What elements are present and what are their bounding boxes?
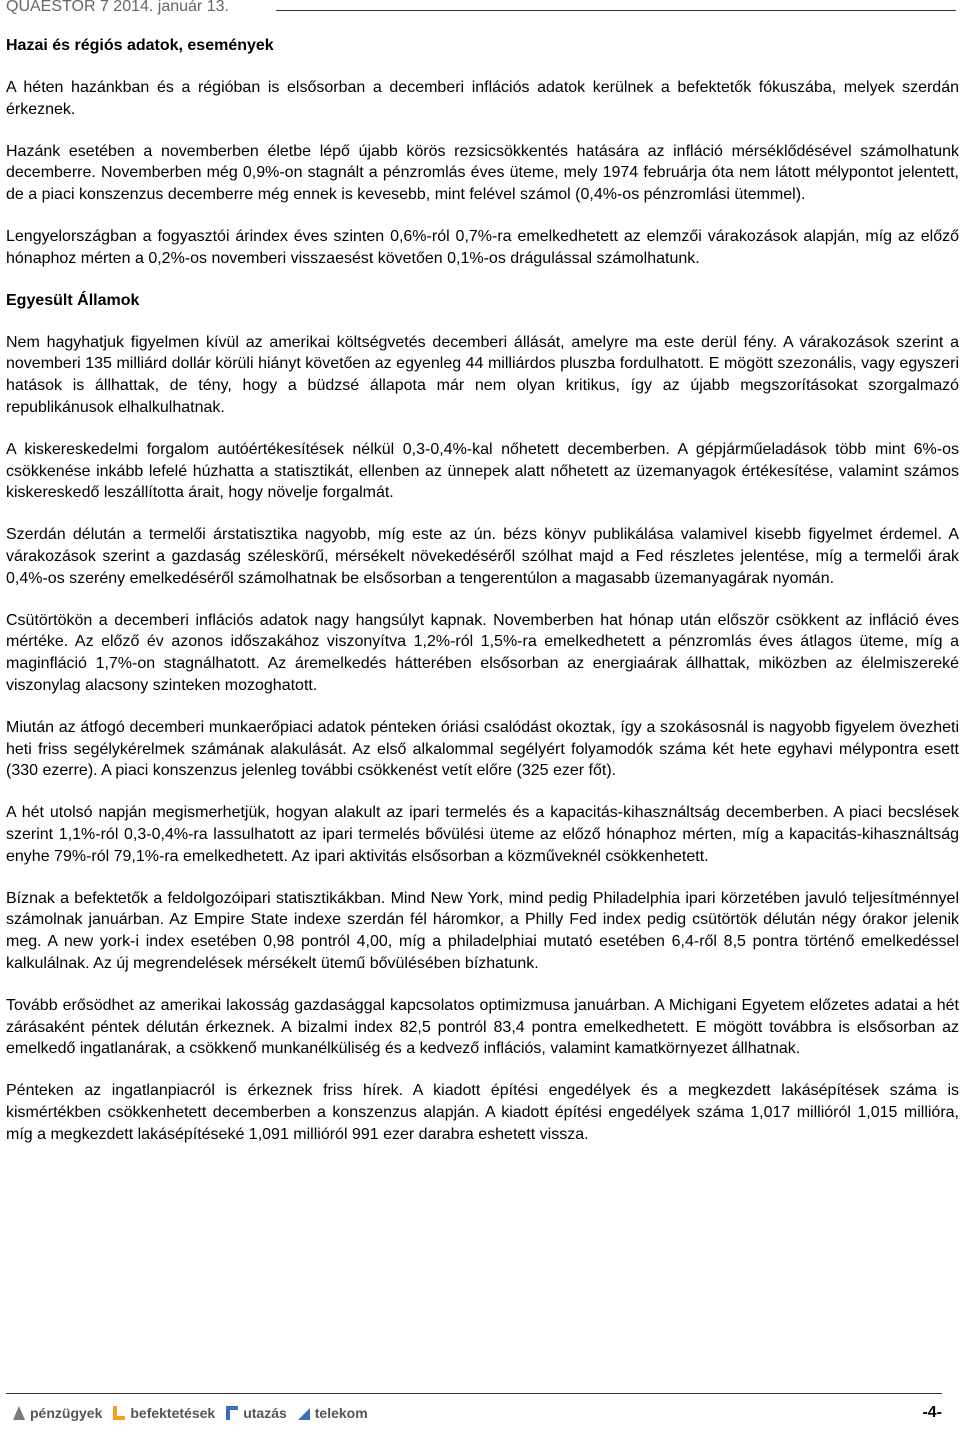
paragraph: Hazánk esetében a novemberben életbe lépő újabb körös rezsicsökkentés hatására az infláció mérséklődésével számolhatunk decemberre. Novemberben még 0,9%-on stagnált a pénzromlás éves üteme, mely 1974 februárja óta nem látott mélypontot jelentett, de a piaci konszenzus decemberre még ennek is kevesebb, mint felével számol (0,4%-os pénzromlási ütemmel). — [6, 142, 959, 204]
paragraph: A héten hazánkban és a régióban is elsősorban a decemberi inflációs adatok kerülnek a befektetők fókuszába, melyek szerdán érkeznek. — [6, 79, 959, 118]
section-title-usa: Egyesült Államok — [6, 291, 140, 309]
paragraph: Tovább erősödhet az amerikai lakosság gazdasággal kapcsolatos optimizmusa januárban. A Michigani Egyetem előzetes adatai a hét zárásaként péntek délután érkeznek. A bizalmi index 82,5 pontról 83,4 pontra emelkedhetett. E mögött továbbra is elsősorban az emelkedő ingatlanárak, a csökkenő munkanélküliség és a kedvező inflációs, valamint kamatkörnyezet állhatnak. — [6, 996, 959, 1058]
paragraph: Bíznak a befektetők a feldolgozóipari statisztikákban. Mind New York, mind pedig Philadelphia ipari körzetében javuló teljesítménnyel számolnak januárban. Az Empire State indexe szerdán fél háromkor, a Philly Fed index pedig csütörtök délután négy órakor jelenik meg. A new york-i index esetében 0,98 pontról 4,00, míg a philadelphiai mutató esetében 6,4-ről 8,5 pontra történő emelkedéssel kalkulálnak. Az új megrendelések mérsékelt ütemű bővülésében bízhatunk. — [6, 889, 959, 972]
footer-item-befektetesek: befektetések — [130, 1405, 216, 1421]
paragraph: Csütörtökön a decemberi inflációs adatok nagy hangsúlyt kapnak. Novemberben hat hónap után először csökkent az infláció éves mértéke. Az előző év azonos időszakához viszonyítva 1,2%-ról 1,5%-ra emelkedhetett a pénzromlás éves átlagos üteme, míg a maginfláció 1,7%-on stagnálhatott. Az áremelkedés hátterében elsősorban az energiaárak állhattak, miközben az élelmiszereké viszonylag alacsony szinteken mozoghatott. — [6, 611, 959, 694]
page-footer — [6, 1393, 942, 1425]
page-number: -4- — [922, 1404, 942, 1421]
paragraph: A kiskereskedelmi forgalom autóértékesítések nélkül 0,3-0,4%-kal nőhetett decemberben. A gépjárműeladások több mint 6%-os csökkenése inkább lefelé húzhatta a statisztikát, ellenben az ünnepek alatt nőhetett az üzemanyagok értékesítése, valamint számos kiskereskedő leszállította árait, hogy növelje forgalmát. — [6, 440, 959, 502]
footer-rule — [6, 1393, 942, 1394]
document-body — [6, 35, 959, 1165]
section-title-hazai: Hazai és régiós adatok, események — [6, 37, 274, 54]
header-text: QUAESTOR 7 2014. január 13. — [6, 0, 229, 15]
footer-item-telekom: telekom — [314, 1405, 368, 1421]
investment-mark-icon — [111, 1404, 127, 1422]
paragraph: Szerdán délután a termelői árstatisztika nagyobb, míg este az ún. bézs könyv publikálása valamivel kisebb figyelmet érdemel. A várakozások szerint a gazdaság széleskörű, mérsékelt növekedéséről szólhat majd a Fed részletes jelentése, míg a termelői árak 0,4%-os szerény emelkedéséről számolhatnak be elsősorban a tengerentúlon a magasabb üzemanyagárak nyomán. — [6, 526, 959, 587]
paragraph: Lengyelországban a fogyasztói árindex éves szinten 0,6%-ról 0,7%-ra emelkedhetett az elemzői várakozások alapján, míg az előző hónaphoz mérten a 0,2%-os novemberi visszaesést követően 0,1%-os drágulással számolhatunk. — [6, 227, 959, 267]
footer-item-penzugyek: pénzügyek — [30, 1405, 103, 1421]
footer-item-utazas: utazás — [243, 1405, 287, 1421]
travel-mark-icon — [224, 1404, 240, 1422]
paragraph: A hét utolsó napján megismerhetjük, hogyan alakult az ipari termelés és a kapacitás-kihasználtság decemberben. A piaci becslések szerint 1,1%-ról 0,3-0,4%-ra lassulhatott az ipari termelés bővülési üteme az előző hónaphoz mérten, míg a kapacitás-kihasználtság enyhe 79%-ról 79,1%-ra emelkedhetett. Az ipari aktivitás elsősorban a közműveknél csökkenhetett. — [6, 804, 959, 865]
footer-logo-strip — [8, 1404, 374, 1422]
money-mark-icon — [11, 1404, 27, 1422]
telecom-mark-icon — [296, 1404, 312, 1422]
paragraph: Nem hagyhatjuk figyelmen kívül az amerikai költségvetés decemberi állását, amelyre ma este derül fény. A várakozások szerint a novemberi 135 milliárd dollár körüli hiányt követően az egyenleg 44 milliárdos pluszba fordulhatott. E mögött szezonális, vagy egyszeri hatások is állhattak, de tény, hogy a büdzsé állapota már nem olyan kritikus, így az újabb megszorításokat szorgalmazó republikánusok elhalkulhatnak. — [6, 333, 959, 416]
paragraph: Pénteken az ingatlanpiacról is érkeznek friss hírek. A kiadott építési engedélyek és a megkezdett lakásépítések száma is kismértékben csökkenhetett decemberben a konszenzus alapján. A kiadott építési engedélyek száma 1,017 millióról 1,015 millióra, míg a megkezdett lakásépítéseké 1,091 millióról 991 ezer darabra eshetett vissza. — [6, 1082, 959, 1143]
page-header — [6, 0, 956, 20]
paragraph: Miután az átfogó decemberi munkaerőpiaci adatok pénteken óriási csalódást okoztak, így a szokásosnál is nagyobb figyelem övezheti heti friss segélykérelmek számának alakulását. Az első alkalommal segélyért folyamodók száma két hete egyhavi mélypontra esett (330 ezerre). A piaci konszenzus jelenleg további csökkenést vetít előre (325 ezer főt). — [6, 718, 959, 780]
header-rule — [276, 10, 956, 11]
